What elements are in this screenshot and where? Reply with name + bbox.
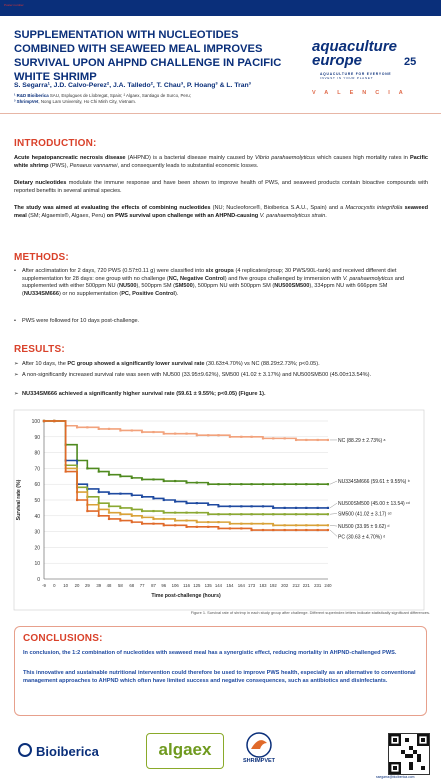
data-point: [98, 515, 100, 517]
bioiberica-logo-icon: [18, 743, 32, 757]
data-point: [250, 436, 252, 438]
y-tick-label: 10: [34, 561, 40, 568]
data-point: [207, 513, 209, 515]
data-point: [295, 507, 297, 509]
data-point: [262, 437, 264, 439]
data-point: [327, 439, 329, 441]
x-tick-label: 202: [281, 583, 289, 588]
footer: [0, 727, 441, 784]
data-point: [174, 512, 176, 514]
data-point: [163, 518, 165, 520]
data-point: [108, 474, 110, 476]
logo-subtagline: INVEST IN YOUR PLANET: [320, 76, 374, 80]
bullet-icon: •: [14, 318, 16, 324]
data-point: [152, 478, 154, 480]
y-tick-label: 50: [34, 498, 40, 504]
data-point: [141, 516, 143, 518]
data-point: [196, 482, 198, 484]
conclusions-box: [14, 626, 427, 716]
arrow-icon: ➢: [14, 391, 19, 397]
data-point: [119, 429, 121, 431]
shrimpvet-label: SHRIMPVET: [242, 758, 276, 764]
series-label: NC (88.29 ± 2.73%) ᵃ: [338, 437, 386, 444]
divider: [0, 113, 441, 114]
data-point: [240, 505, 242, 507]
x-tick-label: 116: [183, 583, 190, 588]
data-point: [174, 500, 176, 502]
data-point: [152, 523, 154, 525]
data-point: [152, 497, 154, 499]
data-point: [152, 510, 154, 512]
data-point: [229, 527, 231, 529]
data-point: [174, 480, 176, 482]
data-point: [185, 519, 187, 521]
x-tick-label: 192: [269, 583, 277, 588]
x-tick-label: 164: [237, 583, 245, 588]
data-point: [163, 499, 165, 501]
data-point: [131, 494, 133, 496]
data-point: [207, 504, 209, 506]
y-tick-label: 100: [31, 419, 40, 425]
affiliation-line: ³ ShrimpVet, Nong Lam University, Ho Chi Minh City, Vietnam.: [14, 99, 137, 104]
x-tick-label: 29: [84, 583, 90, 588]
results-bullet-2: ➢ A non-significantly increased survival rate was seen with NU500 (33.95±9.62%), SM500 (41.02 ± 3.17%) and NU500SM500 (45.00±13.54%).: [14, 372, 372, 378]
data-point: [108, 512, 110, 514]
data-point: [272, 529, 274, 531]
data-point: [185, 482, 187, 484]
data-point: [295, 439, 297, 441]
x-tick-label: 135: [204, 583, 212, 588]
x-tick-label: 231: [314, 583, 322, 588]
data-point: [86, 467, 88, 469]
data-point: [119, 507, 121, 509]
data-point: [240, 527, 242, 529]
data-point: [229, 483, 231, 485]
data-point: [284, 524, 286, 526]
data-point: [98, 470, 100, 472]
logo-tagline: AQUACULTURE FOR EVERYONE: [320, 72, 392, 76]
poster-number-label: Poster number: [4, 3, 24, 7]
x-tick-label: 68: [129, 583, 135, 588]
x-tick-label: 77: [139, 583, 145, 588]
data-point: [76, 499, 78, 501]
data-point: [163, 512, 165, 514]
data-point: [185, 433, 187, 435]
data-point: [305, 483, 307, 485]
data-point: [305, 529, 307, 531]
x-tick-label: 173: [247, 583, 256, 588]
results-bullet-3: ➢ NU334SM666 achieved a significantly higher survival rate (59.61 ± 9.55%; p<0.05) (Figure 1).: [14, 391, 266, 397]
data-point: [327, 507, 329, 509]
top-banner: [0, 0, 441, 16]
series-label: PC (30.63 ± 4.70%) ᵈ: [338, 534, 386, 541]
data-point: [98, 502, 100, 504]
x-tick-label: 221: [302, 583, 310, 588]
data-point: [284, 529, 286, 531]
data-point: [250, 529, 252, 531]
y-tick-label: 90: [34, 434, 40, 441]
data-point: [305, 524, 307, 526]
data-point: [108, 505, 110, 507]
data-point: [98, 428, 100, 430]
arrow-icon: ➢: [14, 372, 19, 378]
x-tick-label: 10: [63, 583, 69, 588]
data-point: [262, 529, 264, 531]
y-tick-label: 30: [34, 529, 40, 536]
authors: S. Segarra¹, J.D. Calvo-Perez², J.A. Talledo², T. Chau³, P. Hoang³ & L. Tran³: [14, 82, 251, 89]
data-point: [240, 436, 242, 438]
survival-chart: [0, 408, 441, 620]
data-point: [317, 513, 319, 515]
data-point: [185, 512, 187, 514]
x-tick-label: 144: [214, 583, 223, 588]
affiliation-line: ¹ R&D Bioiberica SAU, Esplugues de Llobregat, Spain; ² Algaex, Santiago de Surco, Peru;: [14, 93, 191, 98]
data-point: [152, 518, 154, 520]
logo-year: 25: [404, 56, 417, 68]
data-point: [141, 523, 143, 525]
data-point: [284, 513, 286, 515]
x-tick-label: 183: [259, 583, 267, 588]
data-point: [152, 431, 154, 433]
data-point: [250, 523, 252, 525]
data-point: [272, 524, 274, 526]
data-point: [317, 524, 319, 526]
data-point: [65, 470, 67, 472]
data-point: [229, 436, 231, 438]
data-point: [131, 508, 133, 510]
data-point: [317, 529, 319, 531]
data-point: [119, 493, 121, 495]
data-point: [217, 483, 219, 485]
bioiberica-logo: Bioiberica: [36, 744, 99, 759]
data-point: [131, 429, 133, 431]
x-tick-label: 125: [193, 583, 201, 588]
data-point: [98, 508, 100, 510]
data-point: [272, 507, 274, 509]
x-tick-label: 58: [118, 583, 123, 588]
conclusion-paragraph-1: In conclusion, the 1:2 combination of nucleotides with seaweed meal has a synergistic effect, reducing mortality in AHPND-challenged PWS.: [23, 650, 397, 656]
affiliations: [14, 93, 191, 105]
data-point: [317, 439, 319, 441]
x-tick-label: 0: [53, 583, 56, 588]
data-point: [196, 526, 198, 528]
data-point: [284, 483, 286, 485]
data-point: [327, 513, 329, 515]
shrimpvet-logo: [232, 731, 286, 769]
data-point: [305, 439, 307, 441]
data-point: [141, 496, 143, 498]
data-point: [295, 524, 297, 526]
logo-line2: europe: [312, 52, 363, 69]
data-point: [327, 524, 329, 526]
qr-code[interactable]: [388, 733, 430, 775]
data-point: [196, 521, 198, 523]
data-point: [229, 523, 231, 525]
data-point: [240, 523, 242, 525]
data-point: [163, 480, 165, 482]
data-point: [108, 428, 110, 430]
intro-paragraph-1: Acute hepatopancreatic necrosis disease (AHPND) is a bacterial disease mainly caused by Vibrio parahaemolyticus which causes high mortality rates in Pacific white shrimp (PWS), Penaeus vannamei, and consequently leads to substantial economic losses.: [14, 155, 428, 169]
data-point: [163, 524, 165, 526]
data-point: [174, 433, 176, 435]
data-point: [196, 512, 198, 514]
data-point: [295, 483, 297, 485]
data-point: [174, 524, 176, 526]
introduction-heading: INTRODUCTION:: [14, 138, 97, 149]
intro-paragraph-2: Dietary nucleotides modulate the immune response and have been shown to improve health of PWS, and seaweed products contain bioactive compounds with reported benefits in several animal species.: [14, 180, 428, 194]
data-point: [250, 505, 252, 507]
data-point: [250, 513, 252, 515]
x-tick-label: -9: [42, 583, 46, 588]
y-tick-label: 20: [34, 545, 40, 552]
aquaculture-europe-logo: [310, 38, 432, 118]
series-label: NU334SM666 (59.61 ± 9.55%) ᵇ: [338, 479, 410, 486]
figure-caption: Figure 1. Survival rate of shrimp in each study group after challenge. Different superindex letters indicate statistically significant differences.: [190, 610, 430, 615]
bullet-icon: •: [14, 268, 16, 274]
data-point: [207, 521, 209, 523]
series-label: NU500 (33.95 ± 9.62) ᵈ: [338, 524, 390, 531]
y-tick-label: 0: [37, 577, 40, 583]
data-point: [43, 420, 45, 422]
y-tick-label: 70: [34, 466, 40, 473]
data-point: [262, 505, 264, 507]
data-point: [131, 515, 133, 517]
data-point: [272, 513, 274, 515]
data-point: [229, 513, 231, 515]
algaex-logo: algaex: [146, 733, 224, 769]
contact-email[interactable]: ssegarra@bioiberica.com: [376, 775, 415, 779]
data-point: [163, 433, 165, 435]
data-point: [131, 477, 133, 479]
conclusion-paragraph-2: This innovative and sustainable nutritional intervention could therefore be used to improve PWS health, especially as an alternative to conventional management approaches to AHPND which often have limited success and negative consequences, such as antibiotics and disinfectants.: [23, 670, 416, 684]
shrimp-icon: [232, 731, 286, 759]
x-tick-label: 39: [96, 583, 102, 588]
conclusions-heading: CONCLUSIONS:: [23, 633, 103, 644]
data-point: [108, 518, 110, 520]
data-point: [217, 513, 219, 515]
data-point: [327, 483, 329, 485]
logo-line1: aquaculture: [312, 38, 398, 55]
x-tick-label: 20: [74, 583, 80, 588]
x-tick-label: 96: [161, 583, 167, 588]
results-bullet-1: ➢ After 10 days, the PC group showed a significantly lower survival rate (30.63±4.70%) vs NC (88.29±2.73%; p<0.05).: [14, 361, 320, 367]
methods-heading: METHODS:: [14, 252, 69, 263]
data-point: [272, 483, 274, 485]
data-point: [141, 478, 143, 480]
y-tick-label: 60: [34, 482, 40, 489]
data-point: [119, 513, 121, 515]
data-point: [119, 475, 121, 477]
data-point: [317, 507, 319, 509]
data-point: [327, 529, 329, 531]
y-axis-label: Survival rate (%): [16, 479, 22, 521]
series-label: NU500SM500 (45.00 ± 13.54) ᶜᵈ: [338, 501, 410, 508]
data-point: [141, 510, 143, 512]
data-point: [185, 526, 187, 528]
x-tick-label: 240: [324, 583, 332, 588]
data-point: [108, 493, 110, 495]
intro-paragraph-3: The study was aimed at evaluating the effects of combining nucleotides (NU; Nucleoforce®, Bioiberica S.A.U., Spain) and a Macrocystis integrifolia seaweed meal (SM; Algaemix®, Algaex, Peru) on PWS survival upon challenge with an AHPND-causing V. parahaemolyticus strain.: [14, 205, 428, 219]
data-point: [131, 521, 133, 523]
data-point: [196, 434, 198, 436]
data-point: [207, 526, 209, 528]
data-point: [305, 507, 307, 509]
series-label: SM500 (41.02 ± 3.17) ᶜᵈ: [338, 511, 392, 518]
x-axis-label: Time post-challenge (hours): [151, 593, 221, 599]
x-tick-label: 87: [151, 583, 156, 588]
data-point: [217, 527, 219, 529]
data-point: [119, 519, 121, 521]
data-point: [272, 437, 274, 439]
methods-bullet-2: • PWS were followed for 10 days post-challenge.: [14, 318, 140, 324]
data-point: [295, 529, 297, 531]
data-point: [207, 434, 209, 436]
data-point: [174, 519, 176, 521]
data-point: [141, 431, 143, 433]
methods-bullet-1: • After acclimatation for 2 days, 720 PWS (0.57±0.11 g) were classified into six groups (4 replicates/group; 30 PWS/90L-tank) and received different diet supplementation for 28 days: one group with no challenge (NC, Negative Control) and five groups challenged by immersion with V. parahaemolyticus and supplemented with either 500ppm NU (NU500), 500ppm SM (SM500), 500ppm NU with 500ppm SM (NU500SM500), 334ppm NU with 666ppm SM (NU334SM666) or no supplementation (PC, Positive Control).: [14, 268, 405, 298]
y-tick-label: 40: [34, 513, 40, 520]
data-point: [295, 513, 297, 515]
x-tick-label: 212: [292, 583, 300, 588]
data-point: [262, 483, 264, 485]
data-point: [240, 483, 242, 485]
x-tick-label: 48: [106, 583, 112, 588]
data-point: [284, 507, 286, 509]
data-point: [250, 483, 252, 485]
data-point: [262, 523, 264, 525]
data-point: [207, 483, 209, 485]
data-point: [86, 426, 88, 428]
data-point: [217, 434, 219, 436]
data-point: [196, 502, 198, 504]
poster-title: SUPPLEMENTATION WITH NUCLEOTIDES COMBINED WITH SEAWEED MEAL IMPROVES SURVIVAL UPON AHPND CHALLENGE IN PACIFIC WHITE SHRIMP: [14, 29, 282, 83]
logo-city: VALENCIA: [312, 90, 412, 96]
data-point: [98, 491, 100, 493]
data-point: [229, 505, 231, 507]
data-point: [317, 483, 319, 485]
x-tick-label: 154: [226, 583, 234, 588]
x-tick-label: 106: [171, 583, 179, 588]
data-point: [217, 505, 219, 507]
data-point: [217, 521, 219, 523]
data-point: [86, 510, 88, 512]
data-point: [185, 502, 187, 504]
data-point: [76, 426, 78, 428]
data-point: [305, 513, 307, 515]
arrow-icon: ➢: [14, 361, 19, 367]
data-point: [262, 513, 264, 515]
data-point: [284, 437, 286, 439]
y-tick-label: 80: [34, 450, 40, 457]
results-heading: RESULTS:: [14, 344, 65, 355]
data-point: [240, 513, 242, 515]
data-point: [53, 420, 55, 422]
